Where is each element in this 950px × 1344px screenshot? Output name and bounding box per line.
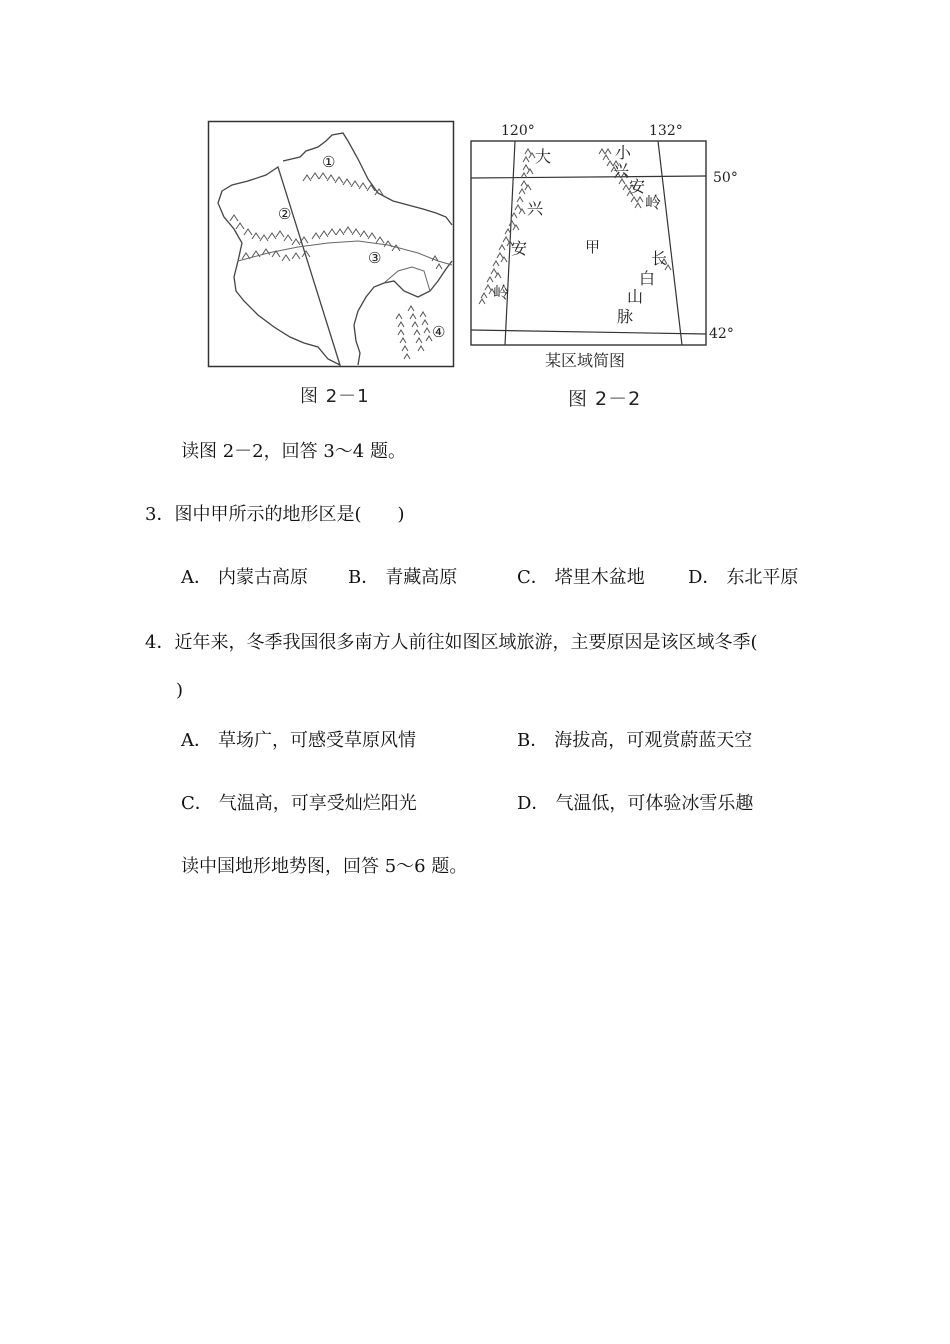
option-text: 青藏高原 <box>385 567 458 588</box>
figure-2-2-subtitle: 某区域简图 <box>545 351 626 370</box>
intro-questions-5-6: 读中国地形地势图，回答 5～6 题。 <box>181 856 468 877</box>
option-key: B． <box>348 567 380 588</box>
question-4-number: 4． <box>145 632 175 653</box>
changbaishan-char-2: 白 <box>639 269 656 288</box>
option-key: D． <box>688 567 721 588</box>
option-text: 东北平原 <box>726 567 799 588</box>
northeast-region-map <box>465 118 755 370</box>
xiaoxinganling-char-4: 岭 <box>645 193 662 212</box>
question-4 <box>145 631 757 655</box>
xiaoxinganling-char-1: 小 <box>615 143 632 162</box>
question-4-text-continued: ) <box>176 680 184 701</box>
daxinganling-range <box>479 149 535 304</box>
hengduan-range <box>396 256 442 359</box>
daxinganling-char-2: 兴 <box>527 199 544 218</box>
option-text: 气温低，可体验冰雪乐趣 <box>555 793 754 814</box>
option-text: 塔里木盆地 <box>554 567 645 588</box>
option-text: 内蒙古高原 <box>218 567 308 588</box>
intro-questions-3-4: 读图 2－2，回答 3～4 题。 <box>181 441 406 462</box>
xiaoxinganling-char-3: 安 <box>629 177 646 196</box>
option-key: D． <box>517 793 550 814</box>
figure-2-2-caption: 图 2－2 <box>568 388 642 410</box>
daxinganling-char-1: 大 <box>535 147 552 166</box>
option-text: 草场广，可感受草原风情 <box>218 730 416 751</box>
question-3 <box>145 503 405 527</box>
xiaoxinganling-char-2: 兴 <box>613 161 630 180</box>
lat-label-50: 50° <box>713 170 738 186</box>
option-key: B． <box>517 730 549 751</box>
question-4-option-b[interactable] <box>517 729 752 753</box>
option-key: C． <box>181 793 213 814</box>
option-text: 气温高，可享受灿烂阳光 <box>218 793 417 814</box>
daxinganling-char-4: 岭 <box>493 283 510 302</box>
option-key: C． <box>517 567 549 588</box>
question-4-text: 近年来，冬季我国很多南方人前往如图区域旅游，主要原因是该区域冬季( <box>174 632 758 653</box>
question-4-option-d[interactable] <box>517 792 753 816</box>
region-label-4: ④ <box>432 323 446 341</box>
question-3-option-a[interactable] <box>181 566 308 590</box>
question-4-option-a[interactable] <box>181 729 416 753</box>
changbaishan-char-4: 脉 <box>617 307 634 326</box>
lon-label-120: 120° <box>501 123 535 139</box>
lon-label-132: 132° <box>649 123 683 139</box>
question-3-option-c[interactable] <box>517 566 645 590</box>
option-text: 海拔高，可观赏蔚蓝天空 <box>554 730 753 751</box>
option-key: A． <box>181 567 212 588</box>
region-label-2: ② <box>278 205 292 223</box>
point-jia-label: 甲 <box>585 238 601 256</box>
question-4-option-c[interactable] <box>181 792 417 816</box>
question-3-number: 3． <box>145 504 175 525</box>
question-3-text: 图中甲所示的地形区是( ) <box>174 504 405 525</box>
question-3-option-d[interactable] <box>688 566 798 590</box>
option-key: A． <box>181 730 212 751</box>
daxinganling-char-3: 安 <box>511 239 528 258</box>
figure-2-1-caption: 图 2－1 <box>300 386 370 407</box>
lat-label-42: 42° <box>709 326 734 342</box>
figure-2-2 <box>465 118 755 370</box>
figure-2-1 <box>208 121 455 368</box>
changbaishan-char-1: 长 <box>651 249 668 268</box>
changbaishan-char-3: 山 <box>627 287 644 306</box>
western-china-map <box>208 121 455 368</box>
region-label-3: ③ <box>368 249 382 267</box>
question-3-option-b[interactable] <box>348 566 457 590</box>
region-label-1: ① <box>322 153 336 171</box>
